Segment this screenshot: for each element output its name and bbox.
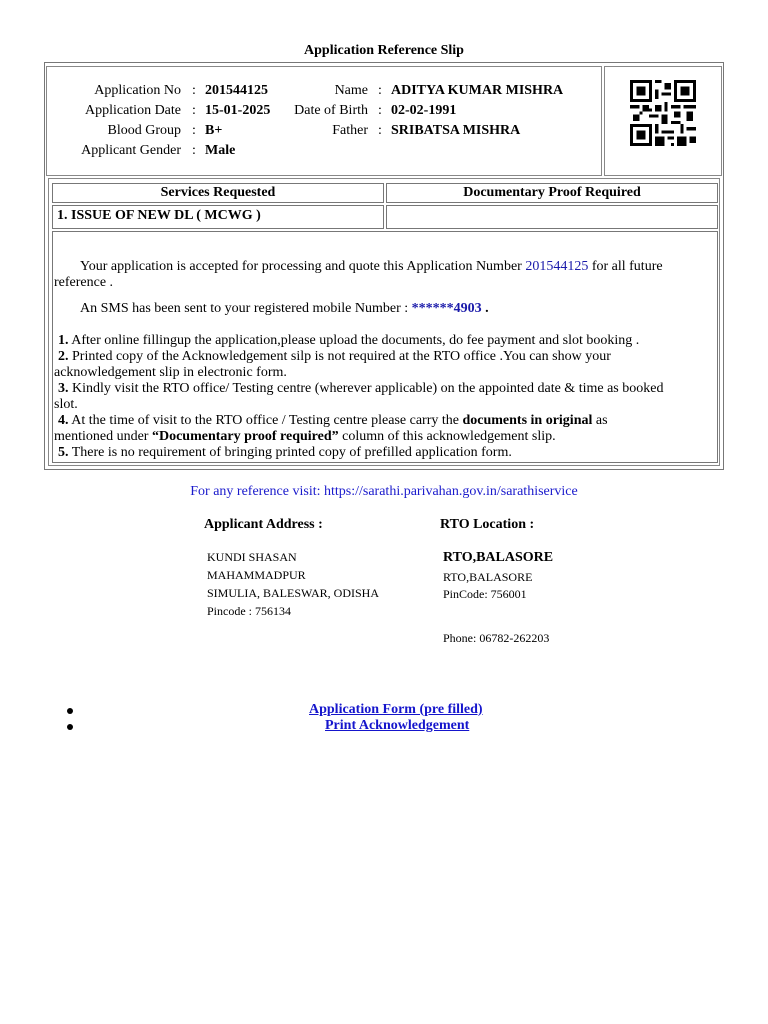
documentary-proof-header: Documentary Proof Required — [386, 183, 718, 203]
application-date-value: 15-01-2025 — [205, 103, 271, 118]
address-line-2: MAHAMMADPUR — [207, 568, 306, 582]
bullet-icon — [67, 708, 73, 714]
gender-value: Male — [205, 143, 236, 158]
dob-value: 02-02-1991 — [391, 103, 457, 118]
instruction-3-cont: slot. — [54, 397, 78, 412]
instruction-1 — [58, 333, 639, 349]
applicant-address-heading: Applicant Address : — [204, 517, 323, 532]
colon: : — [378, 123, 382, 138]
instruction-text: There is no requirement of bringing printed copy of prefilled application form. — [71, 445, 512, 460]
colon: : — [192, 143, 196, 158]
accepted-line — [80, 259, 663, 275]
instruction-4-cont — [54, 429, 556, 445]
print-acknowledgement-link[interactable]: Print Acknowledgement — [325, 718, 470, 733]
instruction-text: Kindly visit the RTO office/ Testing centre (wherever applicable) on the appointed date & time as booked — [72, 381, 664, 396]
colon: : — [192, 103, 196, 118]
sms-period: . — [485, 301, 489, 316]
instruction-2-cont: acknowledgement slip in electronic form. — [54, 365, 287, 380]
father-value: SRIBATSA MISHRA — [391, 123, 521, 138]
colon: : — [378, 83, 382, 98]
instruction-text: At the time of visit to the RTO office / Testing centre please carry the — [71, 413, 459, 428]
instruction-text: as — [595, 413, 608, 428]
name-label: Name — [334, 83, 368, 98]
instruction-text: mentioned under — [54, 429, 149, 444]
instruction-2 — [58, 349, 611, 365]
services-requested-header: Services Requested — [52, 183, 384, 203]
colon: : — [378, 103, 382, 118]
reference-link-text: For any reference visit: https://sarathi.parivahan.gov.in/sarathiservice — [190, 484, 578, 499]
instruction-text: column of this acknowledgement slip. — [342, 429, 556, 444]
blood-group-value: B+ — [205, 123, 223, 138]
qr-code-icon — [628, 80, 698, 146]
service-item: 1. ISSUE OF NEW DL ( MCWG ) — [52, 205, 384, 229]
dob-label: Date of Birth — [294, 103, 368, 118]
sms-line — [80, 301, 489, 317]
documentary-proof-cell — [386, 205, 718, 229]
accepted-line-2: reference . — [54, 275, 114, 290]
instruction-number: 4. — [58, 413, 69, 428]
page-title: Application Reference Slip — [304, 43, 464, 58]
instruction-number: 1. — [58, 333, 69, 348]
rto-phone: Phone: 06782-262203 — [443, 631, 550, 645]
colon: : — [192, 123, 196, 138]
name-value: ADITYA KUMAR MISHRA — [391, 83, 564, 98]
application-form-link[interactable]: Application Form (pre filled) — [309, 702, 483, 717]
rto-name: RTO,BALASORE — [443, 550, 554, 565]
instruction-number: 5. — [58, 445, 69, 460]
instruction-text: After online fillingup the application,please upload the documents, do fee payment and slot booking . — [71, 333, 640, 348]
application-no-label: Application No — [94, 83, 181, 98]
accepted-text: Your application is accepted for processing and quote this Application Number — [80, 259, 522, 274]
instruction-text: Printed copy of the Acknowledgement silp is not required at the RTO office .You can show your — [72, 349, 611, 364]
colon: : — [192, 83, 196, 98]
application-date-label: Application Date — [84, 103, 181, 118]
instruction-bold-text: “Documentary proof required” — [151, 429, 339, 444]
instruction-number: 3. — [58, 381, 69, 396]
instruction-4 — [58, 413, 608, 429]
blood-group-label: Blood Group — [107, 123, 181, 138]
father-label: Father — [332, 123, 368, 138]
instruction-bold-text: documents in original — [462, 413, 593, 428]
address-pincode: Pincode : 756134 — [207, 604, 291, 618]
accepted-text-end: for all future — [591, 259, 663, 274]
address-line-1: KUNDI SHASAN — [207, 550, 297, 564]
address-line-3: SIMULIA, BALESWAR, ODISHA — [207, 586, 380, 600]
rto-address-line: RTO,BALASORE — [443, 570, 533, 584]
application-no-value: 201544125 — [205, 83, 268, 98]
bullet-icon — [67, 724, 73, 730]
accepted-app-number: 201544125 — [525, 259, 589, 274]
gender-label: Applicant Gender — [81, 143, 181, 158]
instruction-5 — [58, 445, 512, 461]
rto-pincode: PinCode: 756001 — [443, 587, 527, 601]
sms-mobile-number: ******4903 — [411, 301, 482, 316]
instruction-3 — [58, 381, 663, 397]
rto-location-heading: RTO Location : — [440, 517, 535, 532]
instruction-number: 2. — [58, 349, 69, 364]
sms-text: An SMS has been sent to your registered mobile Number : — [80, 301, 409, 316]
